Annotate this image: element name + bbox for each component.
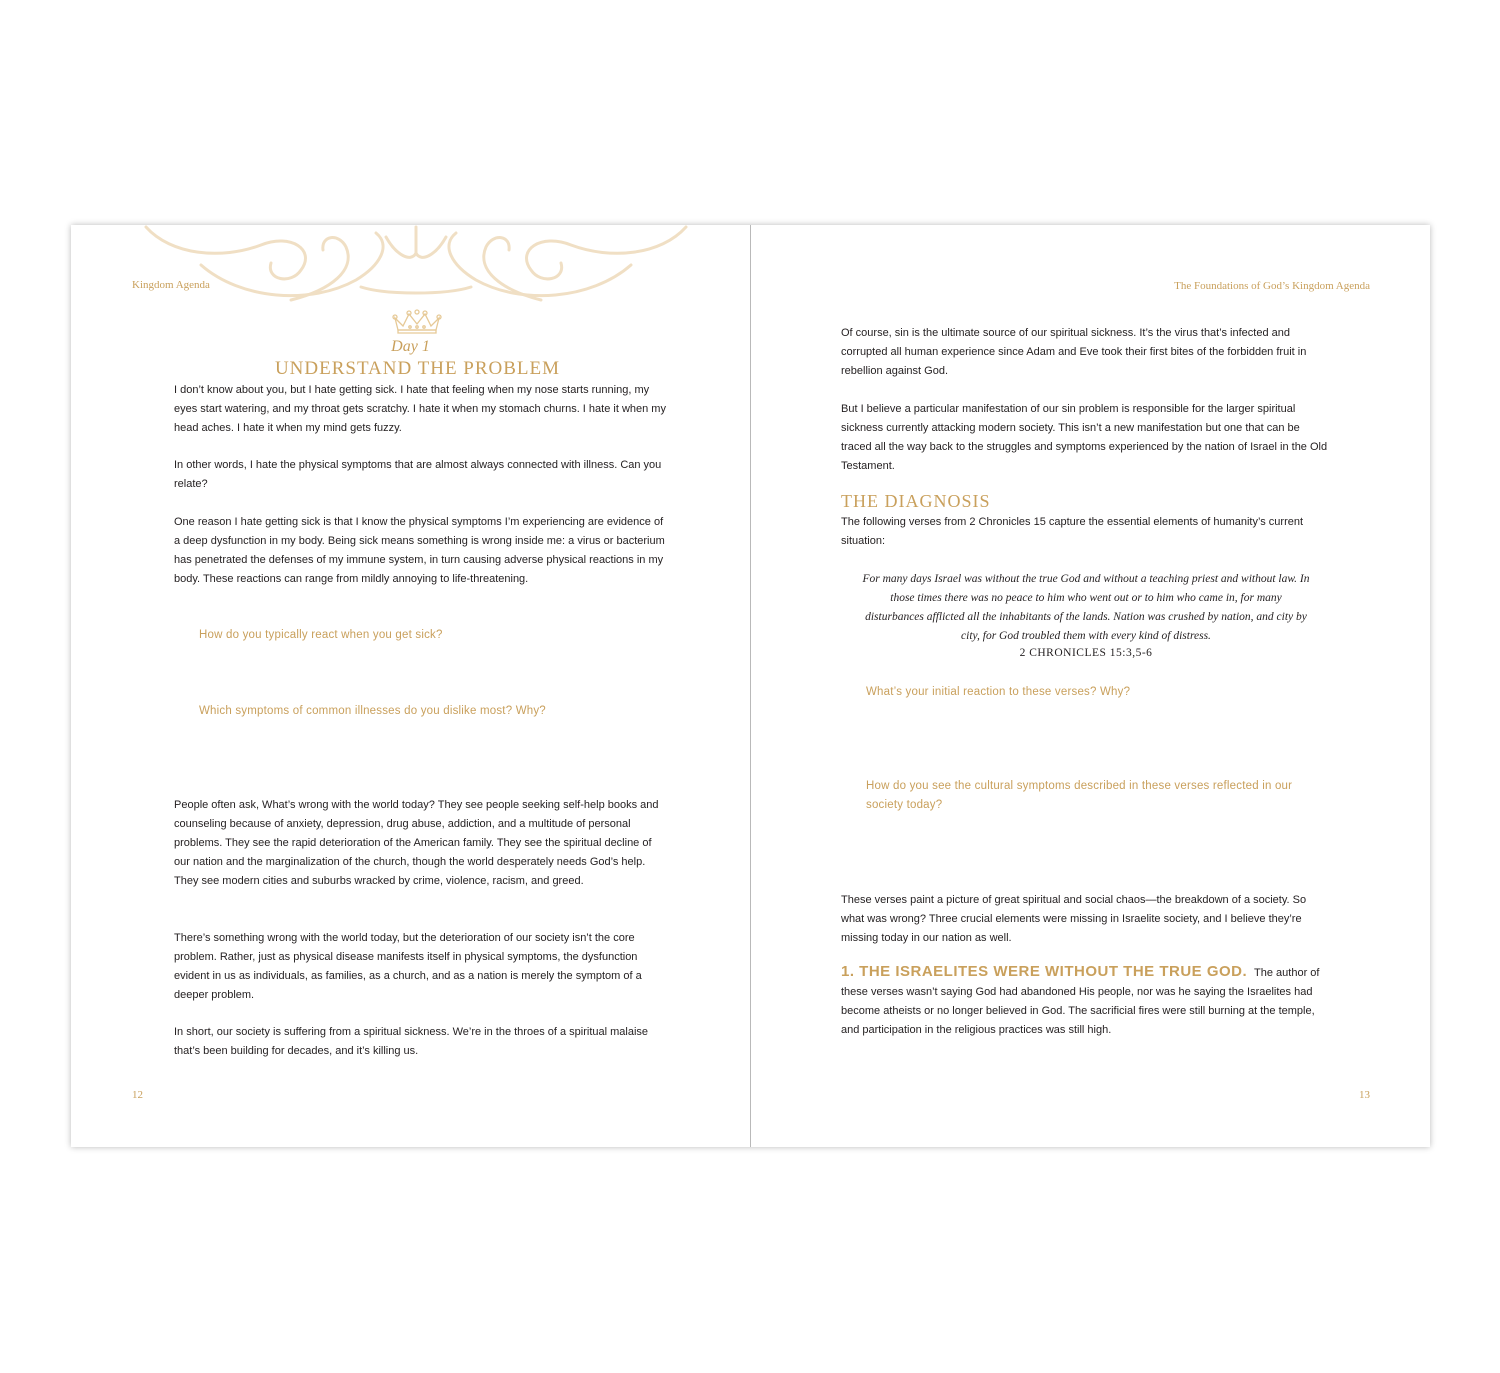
reflection-question: How do you see the cultural symptoms described in these verses reflected in our society today?	[866, 780, 1293, 811]
chapter-title: UNDERSTAND THE PROBLEM	[274, 358, 561, 379]
running-head: Kingdom Agenda	[132, 279, 210, 291]
body-paragraph: But I believe a particular manifestation of our sin problem is responsible for the larger spiritual sickness currently attacking modern society. This isn’t a new manifestation but one that can be traced all the way back to the struggles and symptoms experienced by the nation of Israel in the Old Testament.	[841, 403, 1328, 472]
body-paragraph: One reason I hate getting sick is that I know the physical symptoms I’m experiencing are evidence of a deep dysfunction in my body. Being sick means something is wrong inside me: a virus or bacterium has penetrated the defenses of my immune system, in turn causing adverse physical reactions in my body. These reactions can range from mildly annoying to life-threatening.	[174, 516, 665, 585]
section-heading: THE DIAGNOSIS	[841, 491, 991, 511]
day-label: Day 1	[391, 338, 430, 355]
body-paragraph: The following verses from 2 Chronicles 15 capture the essential elements of humanity’s current situation:	[841, 516, 1304, 547]
scripture-quote: For many days Israel was without the true God and without a teaching priest and without law. In those times there was no peace to him who went out or to him who came in, for many disturbances afflicted all the inhabitants of the lands. Nation was crushed by nation, and city by city, for God troubled them with every kind of distress.	[862, 573, 1310, 642]
point-heading: 1. THE ISRAELITES WERE WITHOUT THE TRUE GOD.	[841, 963, 1248, 980]
body-paragraph: Of course, sin is the ultimate source of our spiritual sickness. It’s the virus that’s infected and corrupted all human experience since Adam and Eve took their first bites of the forbidden fruit in rebellion against God.	[841, 327, 1307, 377]
body-paragraph: In other words, I hate the physical symptoms that are almost always connected with illness. Can you relate?	[174, 459, 662, 490]
reflection-question: How do you typically react when you get sick?	[199, 629, 443, 641]
right-page	[751, 225, 1430, 1147]
flourish-ornament-icon	[141, 225, 691, 305]
body-paragraph: I don’t know about you, but I hate getting sick. I hate that feeling when my nose starts running, my eyes start watering, and my throat gets scratchy. I hate it when my stomach churns. I hate it when my head aches. I hate it when my mind gets fuzzy.	[174, 384, 666, 434]
reflection-question: What’s your initial reaction to these verses? Why?	[866, 686, 1131, 698]
page-number: 13	[1359, 1089, 1370, 1101]
book-spread	[71, 225, 1430, 1147]
point-text: The author of these verses wasn’t saying God had abandoned His people, nor was he saying the Israelites had become atheists or no longer believed in God. The sacrificial fires were still burning at the temple, and participation in the religious practices was still high.	[841, 967, 1320, 1036]
left-page	[71, 225, 750, 1147]
body-paragraph: These verses paint a picture of great spiritual and social chaos—the breakdown of a society. So what was wrong? Three crucial elements were missing in Israelite society, and I believe they’re missing today in our nation as well.	[841, 894, 1307, 944]
body-paragraph: People often ask, What’s wrong with the world today? They see people seeking self-help books and counseling because of anxiety, depression, drug abuse, addiction, and a multitude of personal problems. They see the rapid deterioration of the American family. They see the spiritual decline of our nation and the marginalization of the church, though the world desperately needs God’s help. They see modern cities and suburbs wracked by crime, violence, racism, and greed.	[174, 799, 659, 887]
page-number: 12	[132, 1089, 143, 1101]
body-paragraph: There’s something wrong with the world today, but the deterioration of our society isn’t the core problem. Rather, just as physical disease manifests itself in physical symptoms, the dysfunction evident in us as individuals, as families, as a church, and as a nation is merely the symptom of a deeper problem.	[174, 932, 642, 1001]
scripture-reference: 2 CHRONICLES 15:3,5-6	[1019, 647, 1153, 659]
reflection-question: Which symptoms of common illnesses do you dislike most? Why?	[199, 705, 546, 717]
point-paragraph	[841, 962, 1331, 1040]
running-head: The Foundations of God’s Kingdom Agenda	[1174, 280, 1370, 292]
body-paragraph: In short, our society is suffering from a spiritual sickness. We’re in the throes of a spiritual malaise that’s been building for decades, and it’s killing us.	[174, 1026, 649, 1057]
crown-icon	[391, 308, 443, 334]
